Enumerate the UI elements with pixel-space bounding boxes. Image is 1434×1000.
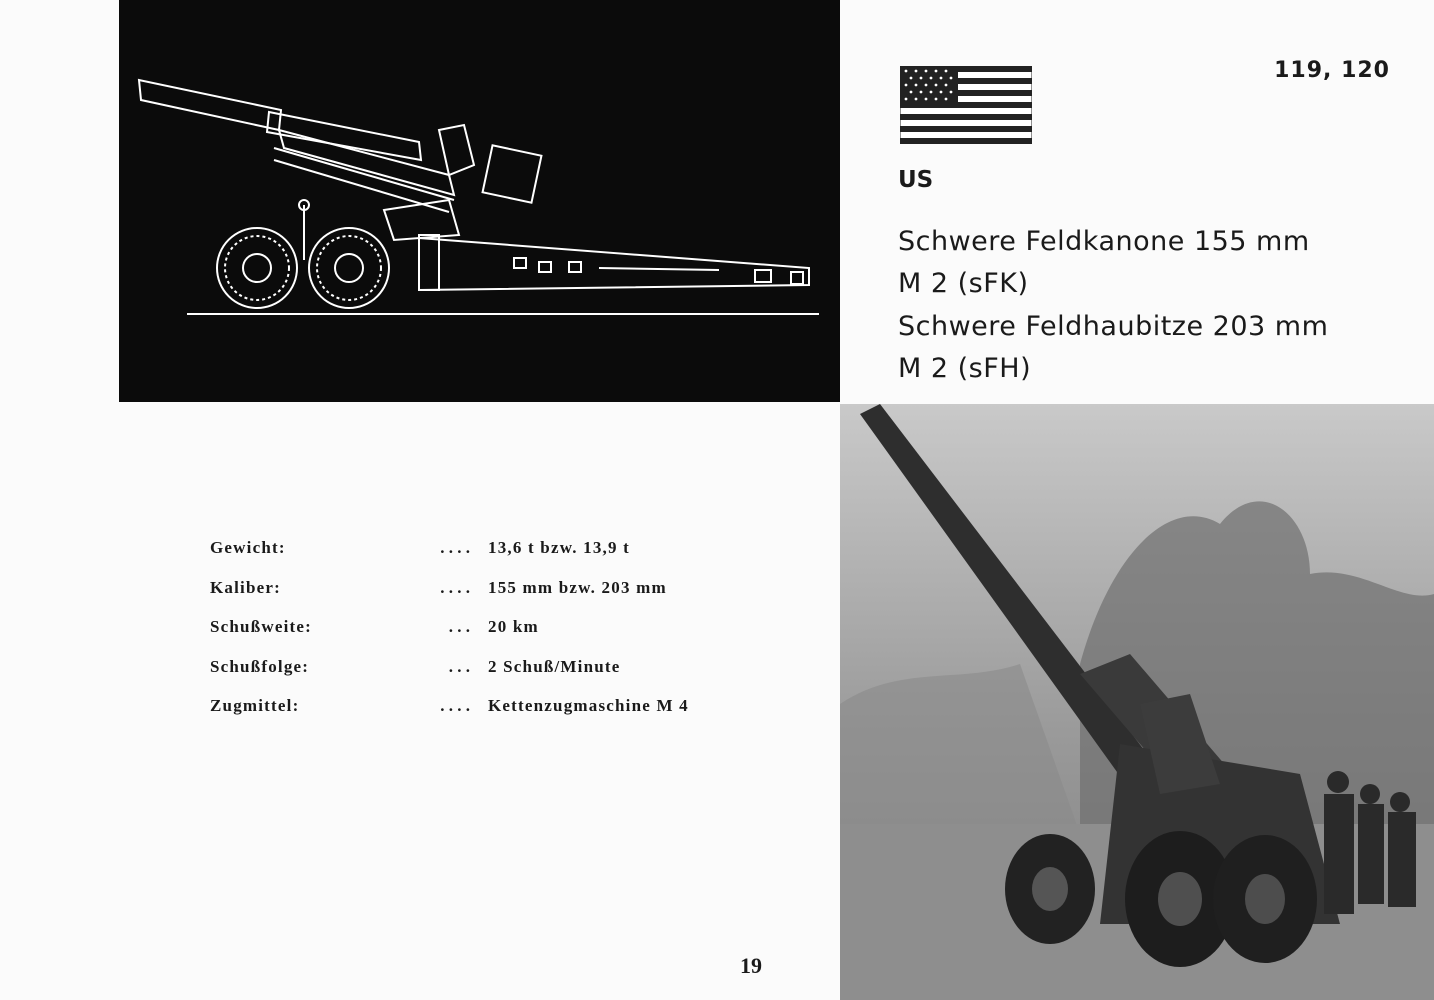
spec-leader-dots: . . . . [440,696,470,715]
title-line-2: M 2 (sFK) [898,268,1029,299]
spec-value: 2 Schuß/Minute [488,656,621,676]
spec-row-caliber [210,578,810,618]
title-line-4: M 2 (sFH) [898,353,1032,384]
spec-leader-dots: . . . [448,656,470,676]
us-flag-icon [900,66,1032,144]
spec-value: Kettenzugmaschine M 4 [488,696,689,715]
spec-leader-dots: . . . . [440,577,470,597]
spec-label: Zugmittel: [210,696,300,715]
catalog-numbers: 119, 120 [1274,58,1390,83]
spec-leader-dots: . . . . [440,538,470,557]
spec-label: Schußweite: [210,617,312,636]
spec-row-weight [210,538,810,578]
spec-value: 13,6 t bzw. 13,9 t [488,538,631,557]
howitzer-photo [840,404,1434,1000]
spec-row-range [210,617,810,657]
gun-silhouette-svg [119,0,840,402]
spec-row-prime-mover [210,696,810,736]
spec-value: 155 mm bzw. 203 mm [488,577,667,597]
spec-table [210,538,810,736]
title-line-3: Schwere Feldhaubitze 203 mm [898,311,1329,342]
spec-leader-dots: . . . [448,617,470,636]
spec-label: Gewicht: [210,538,286,557]
spec-row-rate-of-fire [210,657,810,697]
spec-label: Schußfolge: [210,656,310,676]
country-code: US [898,167,934,193]
spec-value: 20 km [488,617,539,636]
title-line-1: Schwere Feldkanone 155 mm [898,226,1310,257]
spec-label: Kaliber: [210,577,281,597]
page-number: 19 [740,953,762,978]
gun-silhouette-drawing [119,0,840,402]
